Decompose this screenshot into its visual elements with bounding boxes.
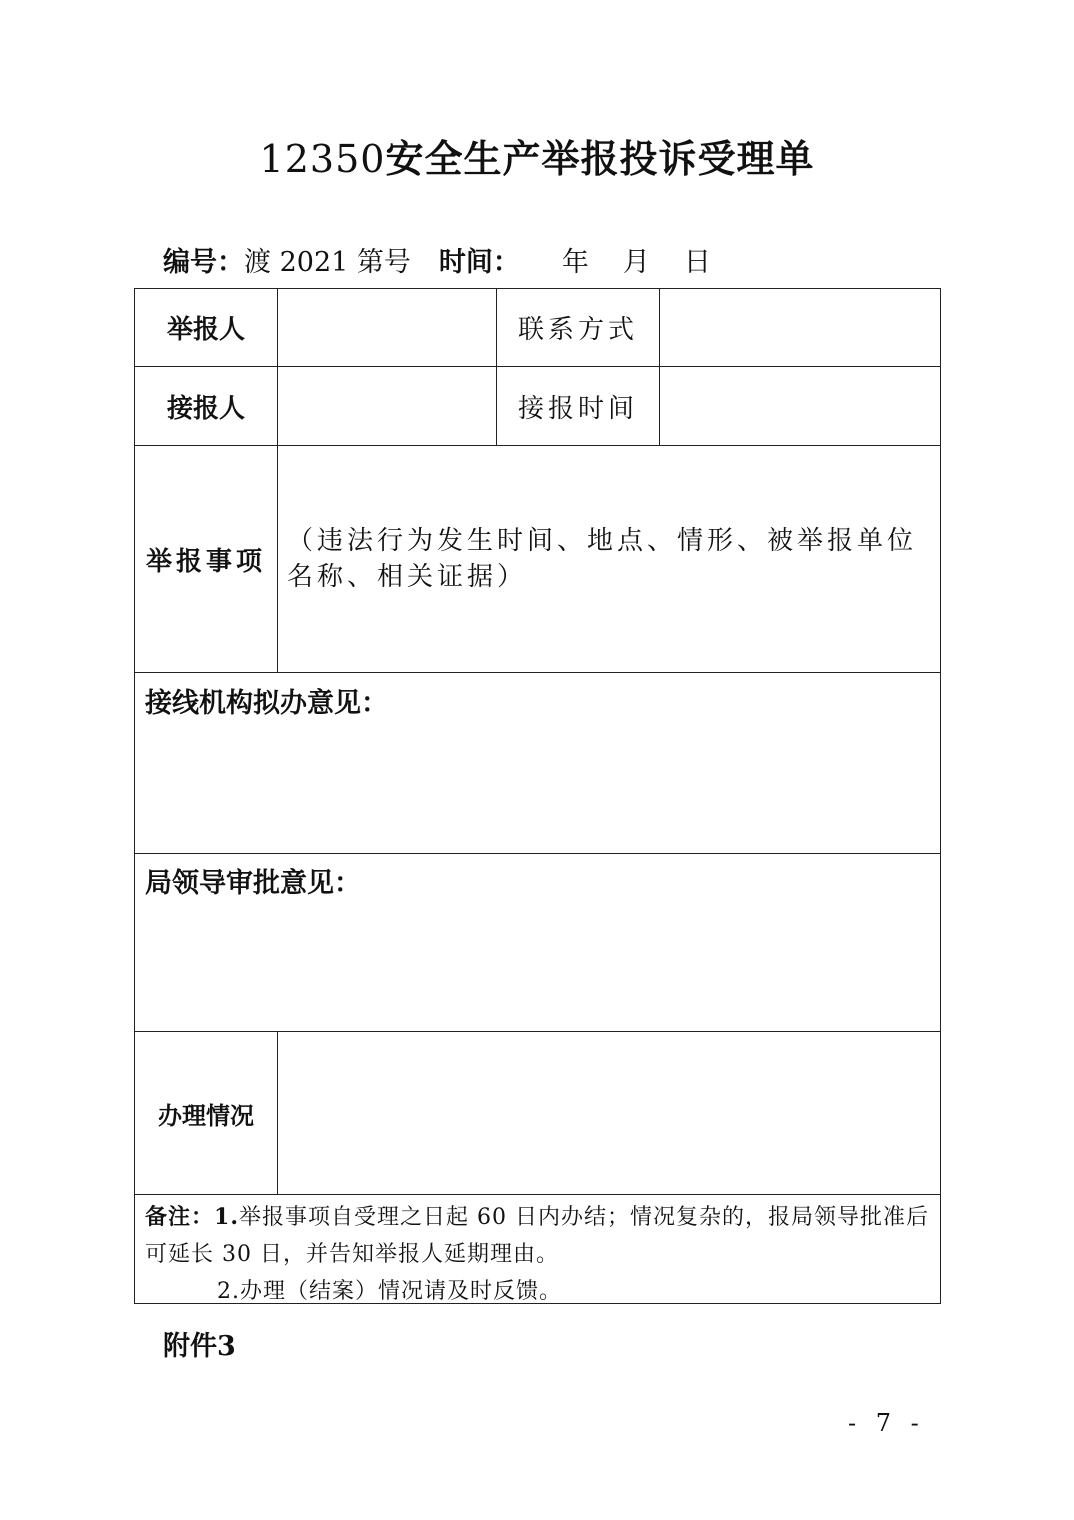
handling-field[interactable]	[278, 1032, 940, 1194]
date-day: 日	[683, 247, 711, 278]
reporter-field[interactable]	[278, 289, 496, 366]
matter-label: 举报事项	[145, 546, 266, 577]
leader-opinion-label: 局领导审批意见：	[145, 868, 361, 899]
contact-label: 联系方式	[517, 315, 638, 345]
remark-item-1	[145, 1199, 937, 1273]
page-title	[0, 128, 1074, 183]
page-number: - 7 -	[848, 1409, 925, 1437]
receiver-field[interactable]	[278, 367, 496, 445]
title-text: 安全生产举报投诉受理单	[385, 136, 815, 181]
row-divider	[135, 1194, 940, 1195]
date-year: 年	[561, 247, 589, 278]
number-value: 渡 2021 第号	[244, 247, 411, 278]
title-number: 12350	[259, 137, 386, 181]
date-month: 月	[622, 247, 650, 278]
attachment-label: 附件3	[163, 1331, 236, 1362]
remark-item-1-text: 举报事项自受理之日起 60 日内办结；情况复杂的，报局领导批准后可延长 30 日，并告知举报人延期理由。	[145, 1205, 929, 1267]
time-label: 时间：	[438, 247, 520, 278]
remark-label: 备注：	[145, 1204, 215, 1230]
receive-time-field[interactable]	[660, 367, 940, 445]
contact-field[interactable]	[660, 289, 940, 366]
matter-hint[interactable]: （违法行为发生时间、地点、情形、被举报单位名称、相关证据）	[287, 526, 918, 592]
receive-time-label: 接报时间	[517, 393, 638, 424]
receiver-label: 接报人	[166, 393, 245, 424]
complaint-form-table	[134, 288, 941, 1304]
form-meta-line	[163, 240, 711, 279]
row-divider	[135, 853, 940, 854]
handling-label: 办理情况	[158, 1100, 254, 1130]
remark-item-1-number: 1.	[214, 1204, 239, 1230]
row-divider	[135, 672, 940, 673]
number-label: 编号：	[163, 247, 244, 278]
remarks	[145, 1199, 937, 1310]
hotline-opinion-label: 接线机构拟办意见：	[145, 688, 388, 719]
remark-item-2: 2.办理（结案）情况请及时反馈。	[217, 1279, 562, 1304]
reporter-label: 举报人	[166, 315, 245, 345]
